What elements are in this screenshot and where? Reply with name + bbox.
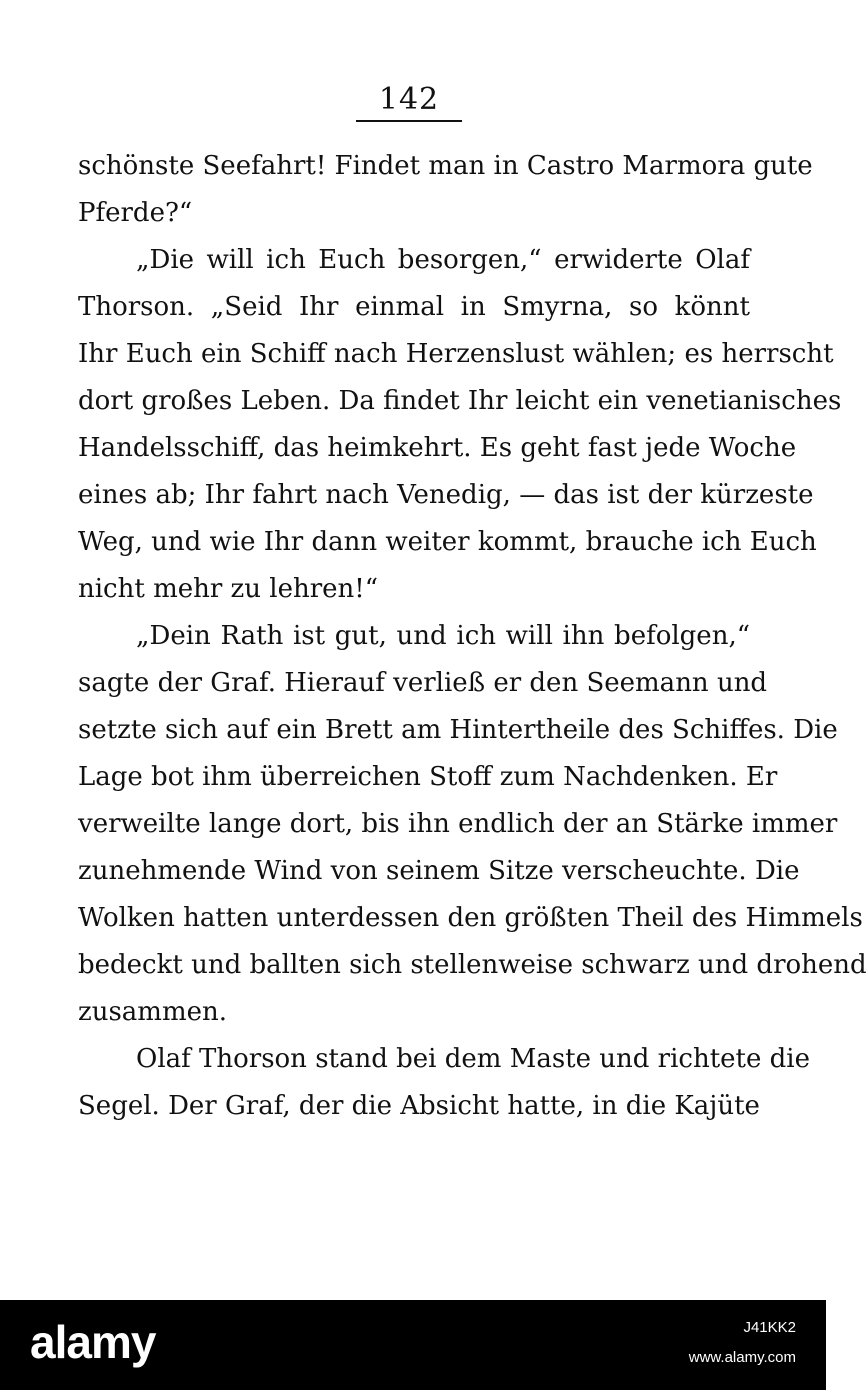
text-line: Weg, und wie Ihr dann weiter kommt, brauche ich Euch — [78, 527, 817, 557]
text-line: Lage bot ihm überreichen Stoff zum Nachdenken. Er — [78, 762, 778, 792]
text-line: verweilte lange dort, bis ihn endlich der an Stärke immer — [78, 809, 838, 839]
text-line: schönste Seefahrt! Findet man in Castro Marmora gute — [78, 151, 813, 181]
text-line: Handelsschiff, das heimkehrt. Es geht fast jede Woche — [78, 433, 797, 463]
text-line: zunehmende Wind von seinem Sitze verscheuchte. Die — [78, 856, 800, 886]
text-line: zusammen. — [78, 997, 227, 1027]
text-line: dort großes Leben. Da findet Ihr leicht ein venetianisches — [78, 386, 842, 416]
text-line: nicht mehr zu lehren!“ — [78, 574, 379, 604]
text-line: „Die will ich Euch besorgen,“ erwiderte Olaf — [136, 245, 750, 275]
image-id: J41KK2 — [743, 1319, 796, 1336]
text-line: bedeckt und ballten sich stellenweise schwarz und drohend — [78, 950, 867, 980]
site-url: www.alamy.com — [688, 1349, 796, 1366]
watermark-footer — [0, 1300, 826, 1390]
text-line: Segel. Der Graf, der die Absicht hatte, in die Kajüte — [78, 1091, 760, 1121]
alamy-logo: alamy — [30, 1316, 156, 1368]
text-line: Thorson. „Seid Ihr einmal in Smyrna, so könnt — [78, 292, 750, 322]
text-line: „Dein Rath ist gut, und ich will ihn befolgen,“ — [136, 621, 750, 651]
text-line: Pferde?“ — [78, 198, 193, 228]
body-text — [78, 143, 867, 1130]
text-line: eines ab; Ihr fahrt nach Venedig, — das ist der kürzeste — [78, 480, 814, 510]
text-line: Wolken hatten unterdessen den größten Theil des Himmels — [78, 903, 863, 933]
page-number: 142 — [378, 82, 440, 117]
text-line: Ihr Euch ein Schiff nach Herzenslust wählen; es herrscht — [78, 339, 834, 369]
text-line: setzte sich auf ein Brett am Hintertheile des Schiffes. Die — [78, 715, 838, 745]
text-line: Olaf Thorson stand bei dem Maste und richtete die — [136, 1044, 810, 1074]
page-number-rule — [356, 120, 462, 122]
text-line: sagte der Graf. Hierauf verließ er den Seemann und — [78, 668, 768, 698]
